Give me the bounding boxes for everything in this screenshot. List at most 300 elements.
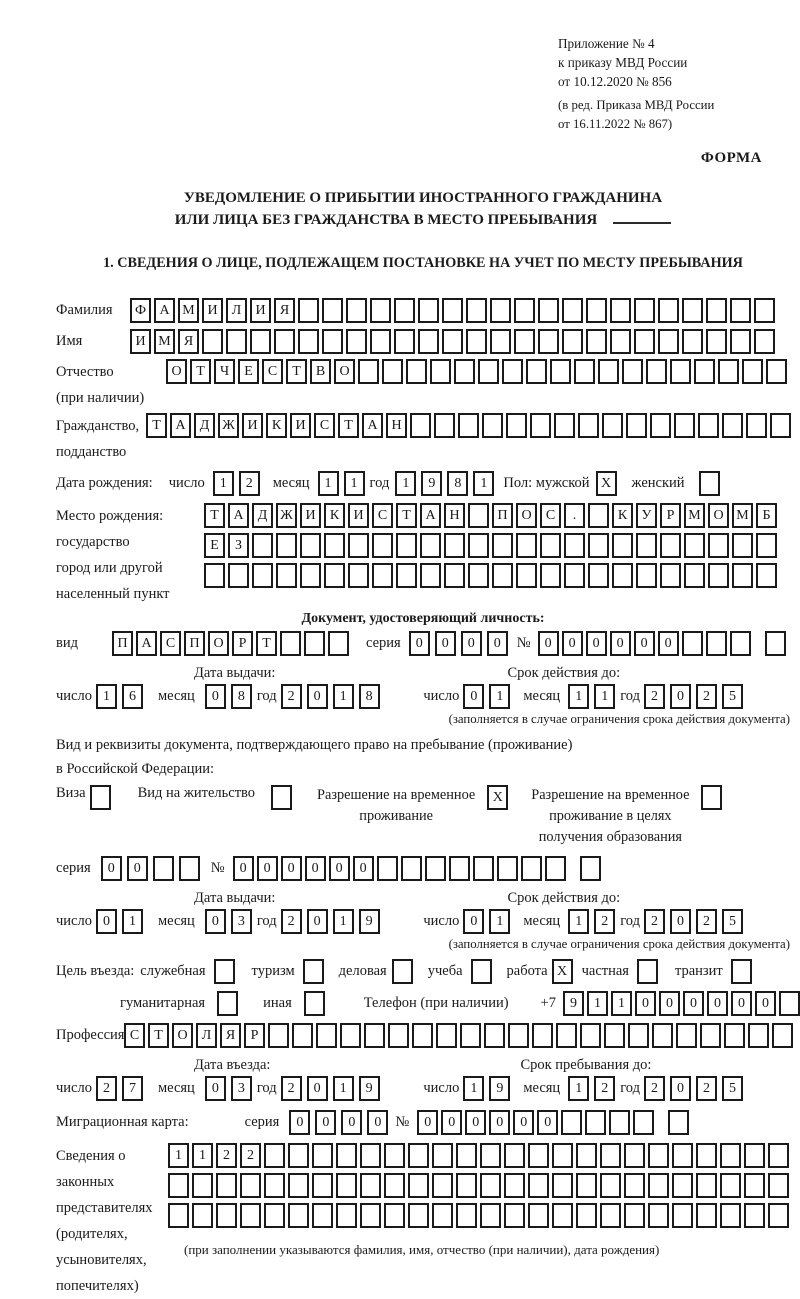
form-cell[interactable] [364, 1023, 385, 1048]
form-cell[interactable] [490, 329, 511, 354]
form-cell[interactable] [554, 413, 575, 438]
form-cell[interactable] [564, 533, 585, 558]
form-cell[interactable] [730, 329, 751, 354]
form-cell[interactable] [484, 1023, 505, 1048]
form-cell[interactable]: 1 [587, 991, 608, 1016]
form-cell[interactable]: 8 [231, 684, 252, 709]
form-cell[interactable] [312, 1203, 333, 1228]
form-cell[interactable]: Т [256, 631, 277, 656]
form-cell[interactable] [418, 298, 439, 323]
form-cell[interactable] [288, 1143, 309, 1168]
form-cell[interactable]: Д [252, 503, 273, 528]
form-cell[interactable] [217, 991, 238, 1016]
form-cell[interactable] [292, 1023, 313, 1048]
form-cell[interactable]: 1 [168, 1143, 189, 1168]
form-cell[interactable]: 0 [281, 856, 302, 881]
form-cell[interactable] [504, 1173, 525, 1198]
form-cell[interactable] [718, 359, 739, 384]
form-cell[interactable] [276, 533, 297, 558]
form-cell[interactable]: 0 [307, 684, 328, 709]
form-cell[interactable] [578, 413, 599, 438]
form-cell[interactable] [576, 1203, 597, 1228]
form-cell[interactable]: И [242, 413, 263, 438]
form-cell[interactable] [444, 563, 465, 588]
form-cell[interactable]: 0 [441, 1110, 462, 1135]
form-cell[interactable]: М [732, 503, 753, 528]
form-cell[interactable]: 0 [461, 631, 482, 656]
form-cell[interactable]: Ж [276, 503, 297, 528]
form-cell[interactable] [274, 329, 295, 354]
form-cell[interactable]: А [420, 503, 441, 528]
form-cell[interactable]: 1 [318, 471, 339, 496]
form-cell[interactable] [442, 298, 463, 323]
form-cell[interactable] [672, 1143, 693, 1168]
form-cell[interactable]: 0 [233, 856, 254, 881]
form-cell[interactable]: И [250, 298, 271, 323]
form-cell[interactable] [528, 1143, 549, 1168]
form-cell[interactable] [696, 1143, 717, 1168]
form-cell[interactable]: И [290, 413, 311, 438]
form-cell[interactable] [660, 533, 681, 558]
form-cell[interactable] [216, 1173, 237, 1198]
form-cell[interactable] [480, 1203, 501, 1228]
form-cell[interactable]: Р [232, 631, 253, 656]
form-cell[interactable]: З [228, 533, 249, 558]
form-cell[interactable] [168, 1173, 189, 1198]
form-cell[interactable] [732, 563, 753, 588]
form-cell[interactable]: О [516, 503, 537, 528]
form-cell[interactable] [324, 563, 345, 588]
form-cell[interactable]: 0 [329, 856, 350, 881]
form-cell[interactable] [304, 631, 325, 656]
form-cell[interactable] [682, 329, 703, 354]
form-cell[interactable] [538, 298, 559, 323]
form-cell[interactable] [466, 329, 487, 354]
form-cell[interactable]: Ф [130, 298, 151, 323]
form-cell[interactable] [328, 631, 349, 656]
form-cell[interactable]: И [348, 503, 369, 528]
form-cell[interactable] [732, 533, 753, 558]
form-cell[interactable] [396, 563, 417, 588]
form-cell[interactable] [696, 1173, 717, 1198]
form-cell[interactable]: 9 [489, 1076, 510, 1101]
form-cell[interactable]: 0 [513, 1110, 534, 1135]
form-cell[interactable] [562, 329, 583, 354]
form-cell[interactable]: 0 [670, 684, 691, 709]
form-cell[interactable]: 1 [192, 1143, 213, 1168]
form-cell[interactable] [684, 563, 705, 588]
form-cell[interactable]: 0 [127, 856, 148, 881]
form-cell[interactable] [264, 1173, 285, 1198]
form-cell[interactable] [384, 1173, 405, 1198]
form-cell[interactable] [700, 1023, 721, 1048]
form-cell[interactable] [652, 1023, 673, 1048]
form-cell[interactable]: 0 [670, 1076, 691, 1101]
form-cell[interactable] [744, 1143, 765, 1168]
form-cell[interactable]: 3 [231, 1076, 252, 1101]
form-cell[interactable] [360, 1143, 381, 1168]
form-cell[interactable]: К [266, 413, 287, 438]
form-cell[interactable] [730, 631, 751, 656]
form-cell[interactable] [298, 298, 319, 323]
form-cell[interactable]: Я [220, 1023, 241, 1048]
form-cell[interactable] [408, 1143, 429, 1168]
form-cell[interactable] [609, 1110, 630, 1135]
form-cell[interactable] [532, 1023, 553, 1048]
form-cell[interactable] [432, 1173, 453, 1198]
form-cell[interactable]: 2 [216, 1143, 237, 1168]
form-cell[interactable]: П [184, 631, 205, 656]
form-cell[interactable] [766, 359, 787, 384]
form-cell[interactable]: 0 [307, 1076, 328, 1101]
form-cell[interactable] [744, 1203, 765, 1228]
form-cell[interactable] [612, 533, 633, 558]
form-cell[interactable]: Р [660, 503, 681, 528]
form-cell[interactable] [192, 1173, 213, 1198]
form-cell[interactable]: 8 [447, 471, 468, 496]
form-cell[interactable] [252, 533, 273, 558]
form-cell[interactable] [153, 856, 174, 881]
form-cell[interactable]: X [487, 785, 508, 810]
form-cell[interactable]: О [708, 503, 729, 528]
form-cell[interactable] [300, 533, 321, 558]
form-cell[interactable] [540, 563, 561, 588]
form-cell[interactable]: 9 [421, 471, 442, 496]
form-cell[interactable] [420, 563, 441, 588]
form-cell[interactable]: 0 [315, 1110, 336, 1135]
form-cell[interactable] [748, 1023, 769, 1048]
form-cell[interactable]: 2 [696, 684, 717, 709]
form-cell[interactable]: 0 [305, 856, 326, 881]
form-cell[interactable] [706, 329, 727, 354]
form-cell[interactable] [252, 563, 273, 588]
form-cell[interactable]: 0 [586, 631, 607, 656]
form-cell[interactable] [624, 1173, 645, 1198]
form-cell[interactable] [636, 533, 657, 558]
form-cell[interactable]: 3 [231, 909, 252, 934]
form-cell[interactable] [168, 1203, 189, 1228]
form-cell[interactable]: Н [444, 503, 465, 528]
form-cell[interactable]: 0 [635, 991, 656, 1016]
form-cell[interactable]: 0 [101, 856, 122, 881]
form-cell[interactable] [514, 298, 535, 323]
form-cell[interactable]: С [160, 631, 181, 656]
form-cell[interactable] [370, 329, 391, 354]
form-cell[interactable] [348, 563, 369, 588]
form-cell[interactable] [312, 1143, 333, 1168]
form-cell[interactable]: Е [238, 359, 259, 384]
form-cell[interactable]: 0 [634, 631, 655, 656]
form-cell[interactable] [586, 329, 607, 354]
form-cell[interactable] [480, 1143, 501, 1168]
form-cell[interactable]: 2 [644, 1076, 665, 1101]
form-cell[interactable] [394, 298, 415, 323]
form-cell[interactable] [598, 359, 619, 384]
form-cell[interactable] [432, 1143, 453, 1168]
form-cell[interactable] [772, 1023, 793, 1048]
form-cell[interactable] [626, 413, 647, 438]
form-cell[interactable] [528, 1203, 549, 1228]
form-cell[interactable]: Р [244, 1023, 265, 1048]
form-cell[interactable] [370, 298, 391, 323]
form-cell[interactable] [668, 1110, 689, 1135]
form-cell[interactable]: 5 [722, 684, 743, 709]
form-cell[interactable] [468, 533, 489, 558]
form-cell[interactable] [540, 533, 561, 558]
form-cell[interactable]: 0 [683, 991, 704, 1016]
form-cell[interactable]: Т [396, 503, 417, 528]
form-cell[interactable]: М [154, 329, 175, 354]
form-cell[interactable]: И [130, 329, 151, 354]
form-cell[interactable]: 1 [489, 684, 510, 709]
form-cell[interactable] [564, 563, 585, 588]
form-cell[interactable]: . [564, 503, 585, 528]
form-cell[interactable]: 2 [594, 909, 615, 934]
form-cell[interactable] [442, 329, 463, 354]
form-cell[interactable] [624, 1203, 645, 1228]
form-cell[interactable] [708, 533, 729, 558]
form-cell[interactable] [480, 1173, 501, 1198]
form-cell[interactable]: 0 [289, 1110, 310, 1135]
form-cell[interactable] [348, 533, 369, 558]
form-cell[interactable] [425, 856, 446, 881]
form-cell[interactable] [473, 856, 494, 881]
form-cell[interactable] [612, 563, 633, 588]
form-cell[interactable]: Т [204, 503, 225, 528]
form-cell[interactable] [401, 856, 422, 881]
form-cell[interactable]: 1 [594, 684, 615, 709]
form-cell[interactable]: В [310, 359, 331, 384]
form-cell[interactable] [340, 1023, 361, 1048]
form-cell[interactable]: 2 [281, 1076, 302, 1101]
form-cell[interactable]: X [596, 471, 617, 496]
form-cell[interactable] [288, 1173, 309, 1198]
form-cell[interactable] [406, 359, 427, 384]
form-cell[interactable]: 2 [696, 1076, 717, 1101]
form-cell[interactable]: 0 [707, 991, 728, 1016]
form-cell[interactable] [628, 1023, 649, 1048]
form-cell[interactable]: С [540, 503, 561, 528]
form-cell[interactable] [346, 329, 367, 354]
form-cell[interactable]: 0 [670, 909, 691, 934]
form-cell[interactable] [516, 563, 537, 588]
form-cell[interactable] [388, 1023, 409, 1048]
form-cell[interactable]: X [552, 959, 573, 984]
form-cell[interactable] [550, 359, 571, 384]
form-cell[interactable] [672, 1203, 693, 1228]
form-cell[interactable] [288, 1203, 309, 1228]
form-cell[interactable]: 7 [122, 1076, 143, 1101]
form-cell[interactable]: 2 [281, 684, 302, 709]
form-cell[interactable]: 2 [644, 909, 665, 934]
form-cell[interactable]: М [178, 298, 199, 323]
form-cell[interactable]: С [372, 503, 393, 528]
form-cell[interactable] [432, 1203, 453, 1228]
form-cell[interactable] [602, 413, 623, 438]
form-cell[interactable] [556, 1023, 577, 1048]
form-cell[interactable] [420, 533, 441, 558]
form-cell[interactable] [779, 991, 800, 1016]
form-cell[interactable] [562, 298, 583, 323]
form-cell[interactable] [521, 856, 542, 881]
form-cell[interactable] [660, 563, 681, 588]
form-cell[interactable] [466, 298, 487, 323]
form-cell[interactable]: С [314, 413, 335, 438]
form-cell[interactable]: И [202, 298, 223, 323]
form-cell[interactable] [492, 563, 513, 588]
form-cell[interactable] [706, 298, 727, 323]
form-cell[interactable] [214, 959, 235, 984]
form-cell[interactable] [670, 359, 691, 384]
form-cell[interactable]: 1 [463, 1076, 484, 1101]
form-cell[interactable] [346, 298, 367, 323]
form-cell[interactable]: Е [204, 533, 225, 558]
form-cell[interactable] [538, 329, 559, 354]
form-cell[interactable]: Л [196, 1023, 217, 1048]
form-cell[interactable]: 0 [489, 1110, 510, 1135]
form-cell[interactable]: 5 [722, 1076, 743, 1101]
form-cell[interactable] [204, 563, 225, 588]
form-cell[interactable]: 9 [563, 991, 584, 1016]
form-cell[interactable]: О [172, 1023, 193, 1048]
form-cell[interactable]: 0 [353, 856, 374, 881]
form-cell[interactable] [576, 1173, 597, 1198]
form-cell[interactable]: 1 [333, 909, 354, 934]
form-cell[interactable]: 0 [307, 909, 328, 934]
form-cell[interactable] [624, 1143, 645, 1168]
form-cell[interactable] [516, 533, 537, 558]
form-cell[interactable]: А [154, 298, 175, 323]
form-cell[interactable] [396, 533, 417, 558]
form-cell[interactable] [634, 298, 655, 323]
form-cell[interactable]: 1 [568, 909, 589, 934]
form-cell[interactable] [528, 1173, 549, 1198]
form-cell[interactable]: 0 [205, 1076, 226, 1101]
form-cell[interactable]: 2 [594, 1076, 615, 1101]
form-cell[interactable]: 0 [538, 631, 559, 656]
form-cell[interactable] [304, 991, 325, 1016]
form-cell[interactable] [394, 329, 415, 354]
form-cell[interactable] [418, 329, 439, 354]
form-cell[interactable]: 0 [731, 991, 752, 1016]
form-cell[interactable]: 1 [213, 471, 234, 496]
form-cell[interactable] [646, 359, 667, 384]
form-cell[interactable]: С [124, 1023, 145, 1048]
form-cell[interactable] [449, 856, 470, 881]
form-cell[interactable] [360, 1203, 381, 1228]
form-cell[interactable] [754, 298, 775, 323]
form-cell[interactable]: 1 [395, 471, 416, 496]
form-cell[interactable]: 1 [333, 684, 354, 709]
form-cell[interactable] [770, 413, 791, 438]
form-cell[interactable] [696, 1203, 717, 1228]
form-cell[interactable] [336, 1173, 357, 1198]
form-cell[interactable] [490, 298, 511, 323]
form-cell[interactable] [482, 413, 503, 438]
form-cell[interactable]: 0 [257, 856, 278, 881]
form-cell[interactable] [765, 631, 786, 656]
form-cell[interactable]: П [492, 503, 513, 528]
form-cell[interactable]: 0 [659, 991, 680, 1016]
form-cell[interactable]: 0 [417, 1110, 438, 1135]
form-cell[interactable] [672, 1173, 693, 1198]
form-cell[interactable] [588, 563, 609, 588]
form-cell[interactable]: 1 [122, 909, 143, 934]
form-cell[interactable] [228, 563, 249, 588]
form-cell[interactable] [731, 959, 752, 984]
form-cell[interactable] [637, 959, 658, 984]
form-cell[interactable] [552, 1203, 573, 1228]
form-cell[interactable] [384, 1143, 405, 1168]
form-cell[interactable]: 8 [359, 684, 380, 709]
form-cell[interactable]: И [300, 503, 321, 528]
form-cell[interactable]: Л [226, 298, 247, 323]
form-cell[interactable] [682, 631, 703, 656]
form-cell[interactable] [720, 1173, 741, 1198]
form-cell[interactable]: К [612, 503, 633, 528]
form-cell[interactable]: Т [148, 1023, 169, 1048]
form-cell[interactable] [358, 359, 379, 384]
form-cell[interactable]: О [166, 359, 187, 384]
form-cell[interactable] [742, 359, 763, 384]
form-cell[interactable]: 0 [463, 684, 484, 709]
form-cell[interactable] [634, 329, 655, 354]
form-cell[interactable]: А [228, 503, 249, 528]
form-cell[interactable]: Н [386, 413, 407, 438]
form-cell[interactable]: П [112, 631, 133, 656]
form-cell[interactable] [408, 1173, 429, 1198]
form-cell[interactable] [600, 1143, 621, 1168]
form-cell[interactable]: 1 [473, 471, 494, 496]
form-cell[interactable]: 0 [562, 631, 583, 656]
form-cell[interactable] [456, 1203, 477, 1228]
form-cell[interactable]: 0 [367, 1110, 388, 1135]
form-cell[interactable] [576, 1143, 597, 1168]
form-cell[interactable] [746, 413, 767, 438]
form-cell[interactable]: 0 [205, 909, 226, 934]
form-cell[interactable]: 2 [239, 471, 260, 496]
form-cell[interactable] [497, 856, 518, 881]
form-cell[interactable] [650, 413, 671, 438]
form-cell[interactable] [324, 533, 345, 558]
form-cell[interactable] [708, 563, 729, 588]
form-cell[interactable] [322, 298, 343, 323]
form-cell[interactable] [312, 1173, 333, 1198]
form-cell[interactable]: 0 [537, 1110, 558, 1135]
form-cell[interactable] [382, 359, 403, 384]
form-cell[interactable] [604, 1023, 625, 1048]
form-cell[interactable] [768, 1203, 789, 1228]
form-cell[interactable]: 0 [341, 1110, 362, 1135]
form-cell[interactable] [384, 1203, 405, 1228]
form-cell[interactable] [271, 785, 292, 810]
form-cell[interactable]: 1 [611, 991, 632, 1016]
form-cell[interactable] [768, 1173, 789, 1198]
form-cell[interactable] [561, 1110, 582, 1135]
form-cell[interactable]: 1 [568, 684, 589, 709]
form-cell[interactable] [392, 959, 413, 984]
form-cell[interactable] [410, 413, 431, 438]
form-cell[interactable] [730, 298, 751, 323]
form-cell[interactable] [468, 503, 489, 528]
form-cell[interactable] [468, 563, 489, 588]
form-cell[interactable] [336, 1203, 357, 1228]
form-cell[interactable]: Т [338, 413, 359, 438]
form-cell[interactable] [434, 413, 455, 438]
form-cell[interactable]: А [170, 413, 191, 438]
form-cell[interactable] [430, 359, 451, 384]
form-cell[interactable] [682, 298, 703, 323]
